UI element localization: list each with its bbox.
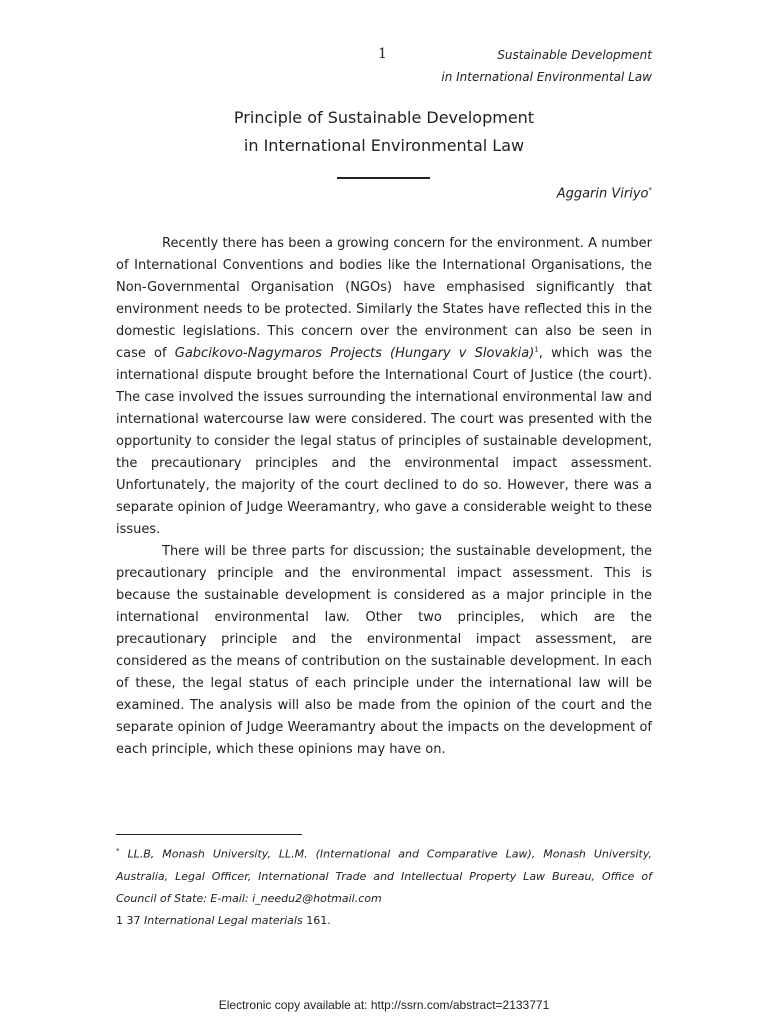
ssrn-notice: Electronic copy available at: http://ssrn.com/abstract=2133771 [218,998,550,1012]
footnote-1-prefix: 1 37 [116,913,144,927]
paragraph-1-part1: Recently there has been a growing concern for the environment. A number of International Conventions and bodies like the International Organisations, the Non-Governmental Organisation (NGOs) have emphasised significantly that environment needs to be protected. Similarly the States have reflected this in the domestic legislations. This concern over the environment can also be seen in case of [116,236,652,361]
paragraph-1 [116,233,652,541]
title-line1: Principle of Sustainable Development [233,108,535,127]
author-line [557,186,652,201]
running-head [441,44,652,88]
title-line2: in International Environmental Law [243,136,525,155]
footnote-1-suffix: 161. [302,913,331,927]
footnote-1-source: International Legal materials [144,913,303,927]
author-footnote-mark: * [648,186,652,194]
footnote-divider [116,834,302,835]
case-citation: Gabcikovo-Nagymaros Projects (Hungary v Slovakia) [174,346,535,361]
footnotes [116,840,652,932]
paragraph-2: There will be three parts for discussion; the sustainable development, the precautionary principle and the environmental impact assessment. This is because the sustainable development is considered as a major principle in the international environmental law. Other two principles, which are the precautionary principle and the environmental impact assessment, are considered as the means of contribution on the sustainable development. In each of these, the legal status of each principle under the international law will be examined. The analysis will also be made from the opinion of the court and the separate opinion of Judge Weeramantry about the impacts on the development of each principle, which these opinions may have on. [116,544,652,757]
running-head-line2: in International Environmental Law [441,70,652,84]
body-text [116,233,652,761]
page-title [0,104,768,160]
title-divider [337,177,430,179]
footnote-1-mark: 1 [534,345,539,354]
footnote-author-text: LL.B, Monash University, LL.M. (International and Comparative Law), Monash University, Australia, Legal Officer, International Trade and Intellectual Property Law Bureau, Office of Council of State: E-mail: i_needu2@hotmail.com [116,847,652,905]
footnote-author [116,840,652,910]
page-number: 1 [378,46,387,62]
footnote-1 [116,910,652,932]
running-head-line1: Sustainable Development [497,48,652,62]
author-name: Aggarin Viriyo [556,186,649,202]
paragraph-1-part2: , which was the international dispute brought before the International Court of Justice (the court). The case involved the issues surrounding the international environmental law and international watercourse law were considered. The court was presented with the opportunity to consider the legal status of principles of sustainable development, the precautionary principles and the environmental impact assessment. Unfortunately, the majority of the court declined to do so. However, there was a separate opinion of Judge Weeramantry, who gave a considerable weight to these issues. [116,346,653,537]
footnote-star-mark: * [116,847,120,855]
